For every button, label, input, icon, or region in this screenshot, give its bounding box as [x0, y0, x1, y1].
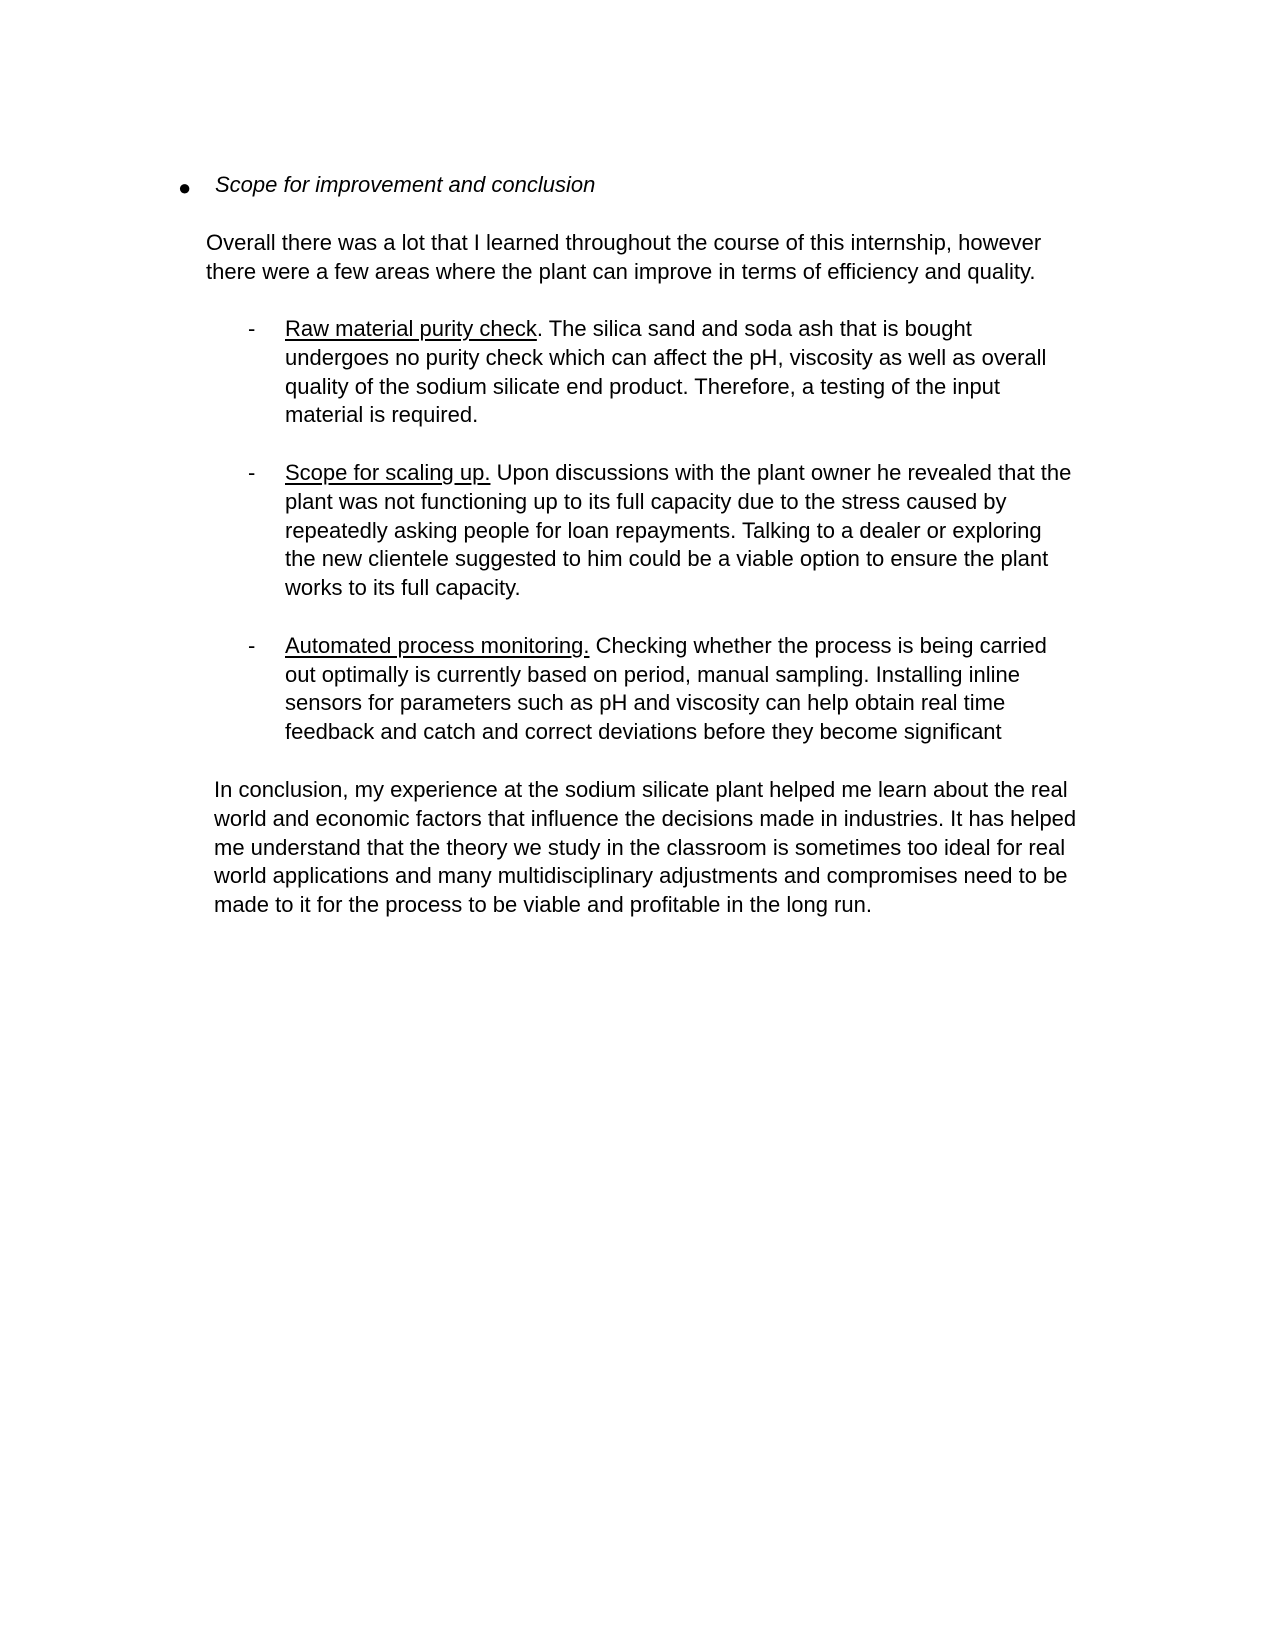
text-line: me understand that the theory we study in the classroom is sometimes too ideal for real	[214, 835, 1066, 860]
text-line: out optimally is currently based on period, manual sampling. Installing inline	[285, 662, 1020, 687]
item-first-line	[285, 458, 1071, 487]
item-text: Upon discussions with the plant owner he revealed that the	[490, 460, 1072, 485]
dash-marker: -	[248, 316, 256, 341]
text-line: the new clientele suggested to him could be a viable option to ensure the plant	[285, 546, 1049, 571]
text-line: plant was not functioning up to its full capacity due to the stress caused by	[285, 489, 1007, 514]
text-line: world applications and many multidisciplinary adjustments and compromises need to be	[214, 863, 1068, 888]
item-title: Scope for scaling up.	[285, 460, 491, 485]
item-first-line	[285, 631, 1047, 660]
text-line: feedback and catch and correct deviations before they become significant	[285, 719, 1002, 744]
text-line: material is required.	[285, 402, 479, 427]
dash-marker: -	[248, 633, 256, 658]
text-line: world and economic factors that influence the decisions made in industries. It has helped	[214, 806, 1077, 831]
text-line: sensors for parameters such as pH and viscosity can help obtain real time	[285, 690, 1006, 715]
text-line: there were a few areas where the plant can improve in terms of efficiency and quality.	[206, 259, 1036, 284]
text-line: Overall there was a lot that I learned throughout the course of this internship, however	[206, 230, 1042, 255]
bullet-icon: ●	[178, 175, 192, 200]
text-line: made to it for the process to be viable and profitable in the long run.	[214, 892, 872, 917]
item-first-line	[285, 314, 972, 343]
item-text: Checking whether the process is being carried	[589, 633, 1047, 658]
text-line: works to its full capacity.	[285, 575, 521, 600]
section-heading: Scope for improvement and conclusion	[215, 172, 596, 197]
text-line: In conclusion, my experience at the sodium silicate plant helped me learn about the real	[214, 777, 1068, 802]
item-title: Raw material purity check	[285, 316, 537, 341]
dash-marker: -	[248, 460, 256, 485]
text-line: quality of the sodium silicate end product. Therefore, a testing of the input	[285, 374, 1001, 399]
item-title: Automated process monitoring.	[285, 633, 590, 658]
text-line: repeatedly asking people for loan repayments. Talking to a dealer or exploring	[285, 518, 1042, 543]
text-line: undergoes no purity check which can affect the pH, viscosity as well as overall	[285, 345, 1047, 370]
item-text: . The silica sand and soda ash that is bought	[536, 316, 972, 341]
